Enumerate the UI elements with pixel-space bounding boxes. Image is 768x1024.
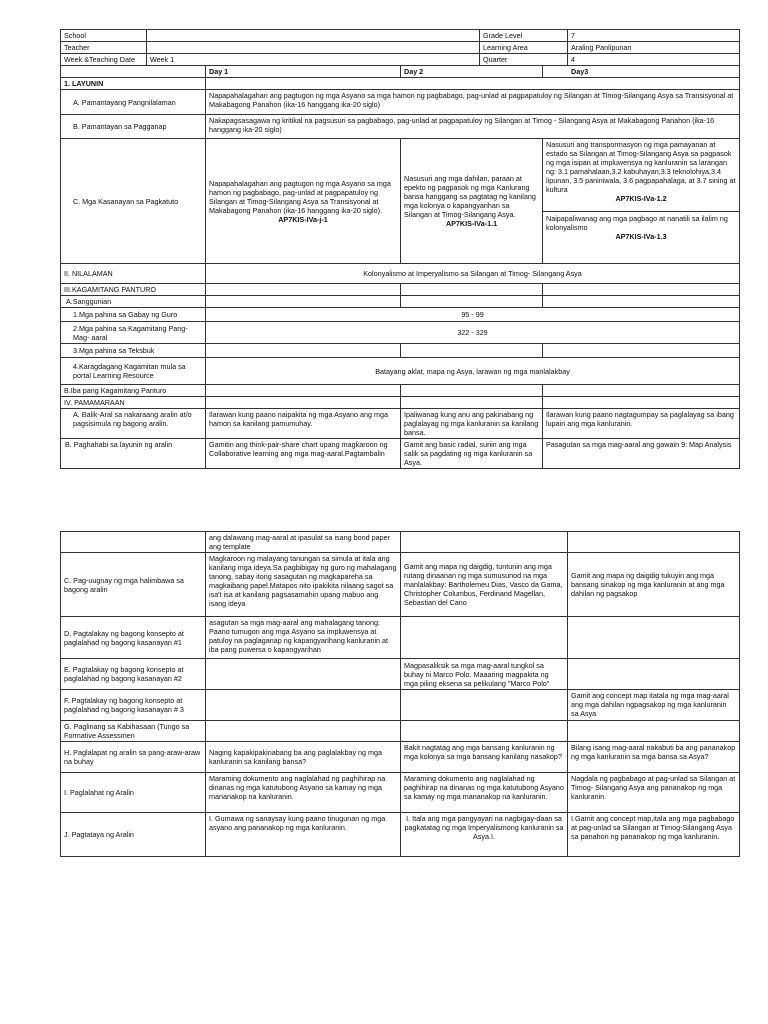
empty-cell	[543, 284, 740, 296]
kasanayan-day3-b-text: Naipapaliwanag ang mga pagbago at nanatili sa ilalim ng kolonyalismo	[546, 214, 728, 232]
paglalapat-label: H. Paglalapat ng aralin sa pang-araw-araw na buhay	[61, 742, 206, 773]
learning-area-value: Araling Panlipunan	[568, 42, 740, 54]
empty-cell	[401, 690, 568, 721]
pagtalakay-3-day3: Gamit ang concept map itatala ng mga mag-aaral ang mga dahilan ngpagsakop ng mga kanluranin sa Asya	[568, 690, 740, 721]
kasanayan-day3-b	[543, 211, 739, 241]
pag-uugnay-day1: Magkaroon ng malayang tanungan sa simula at itala ang kanilang mga ideya.Sa pagbibigay ng guro ng mahalagang tanong, sabay itong sasagutan ng magkapareha sa magkaibang papel.Matapos nito ipakikita nilaang sagot sa isa't isa at kanilang pagsasamahin upang mabuo ang isang ideya	[206, 553, 401, 617]
grade-level-value: 7	[568, 30, 740, 42]
empty-cell	[206, 659, 401, 690]
pamantayang-pangnilalaman-text: Napapahalagahan ang pagtugon ng mga Asyano sa mga hamon ng pagbabago, pag-unlad at pagpapatuloy ng Silangan at Timog-Silangang Asya sa Transisyonal at Makabagong Panahon (ika-16 hanggang ika-20 siglo)	[206, 90, 740, 115]
layunin-heading: 1. LAYUNIN	[61, 78, 206, 90]
empty-cell	[206, 397, 401, 409]
kasanayan-day2	[401, 139, 543, 264]
iba-pang-kagamitan-label: B.Iba pang Kagamitang Panturo	[61, 385, 206, 397]
paglalapat-day3: Bilang isang mag-aaral nakabuti ba ang pananakop ng mga kanluranin sa mga bansa sa Asya?	[568, 742, 740, 773]
pagtalakay-3-label: F. Pagtalakay ng bagong konsepto at paglalahad ng bagong kasanayan # 3	[61, 690, 206, 721]
day2-header: Day 2	[401, 66, 543, 78]
teksbuk-label: 3.Mga pahina sa Teksbuk	[61, 344, 206, 358]
paglalapat-day2: Bakit nagtatag ang mga bansang kanluranin ng mga kolonya sa mga bansang kanilang nasakop?	[401, 742, 568, 773]
paghahabi-label: B. Paghahabi sa layunin ng aralin	[61, 439, 206, 469]
gabay-guro-value: 95 - 99	[206, 308, 740, 322]
kasanayan-pagkatuto-label: C. Mga Kasanayan sa Pagkatuto	[61, 139, 206, 264]
paglalahat-day1: Maraming dokumento ang naglalahad ng paghihirap na dinanas ng mga katutubong Asyano sa kamay ng mga mananakop na kanluranin.	[206, 773, 401, 813]
week-label: Week &Teaching Date	[61, 54, 147, 66]
kasanayan-day3-a-text: Nasusuri ang transpormasyon ng mga pamayanan at estado sa Silangan at Timog-Silangang Asya sa pagpasok ng mga isipan at impluwensya ng kanluranin sa larangan ng: 3.1 pamahalaan,3.2 kabuhayan,3.3 teknolohiya,3.4 lipunan, 3.5 paniniwala, 3.6 pagpapahalaga, at 3.7 sining at kultura	[546, 140, 736, 194]
paglalahat-day3: Nagdala ng pagbabago at pag-unlad sa Silangan at Timog- Silangang Asya ang pananakop ng mga kanluranin.	[568, 773, 740, 813]
empty-cell	[206, 344, 401, 358]
empty-cell	[401, 721, 568, 742]
school-value	[147, 30, 480, 42]
continued-day1: ang dalawang mag-aaral at ipasulat sa isang bond paper ang template	[206, 532, 401, 553]
grade-level-label: Grade Level	[480, 30, 568, 42]
pagtataya-label: J. Pagtataya ng Aralin	[61, 813, 206, 857]
empty-cell	[568, 659, 740, 690]
pag-uugnay-day3: Gamit ang mapa ng daigdig tukuyin ang mga bansang sinakop ng mga kanluranin at ang mga dahilan ng pagsakop	[568, 553, 740, 617]
pagtalakay-2-label: E. Pagtalakay ng bagong konsepto at paglalahad ng bagong kasanayan #2	[61, 659, 206, 690]
kasanayan-day3-a	[546, 140, 736, 203]
empty-cell	[401, 532, 568, 553]
kagamitang-pang-mag-aaral-value: 322 - 329	[206, 322, 740, 344]
empty-cell	[401, 385, 543, 397]
pag-uugnay-day2: Gamit ang mapa ng daigdig, tuntunin ang mga rutang dinaanan ng mga sumusunod na mga manlalakbay: Bartholemeu Dias, Vasco da Gama, Christopher Columbus, Ferdinand Magellan, Sebastian del Cano	[401, 553, 568, 617]
empty-cell	[61, 532, 206, 553]
empty-cell	[568, 721, 740, 742]
empty-cell	[401, 284, 543, 296]
karagdagang-kagamitan-label: 4.Karagdagang Kagamitan mula sa portal Learning Resource	[61, 358, 206, 385]
paghahabi-day1: Gamitin ang think-pair-share chart upang magkaroon ng Collaborative learning ang mga mag-aaral.Pagtambalin	[206, 439, 401, 469]
paglalahat-day2: Maraming dokumento ang naglalahad ng paghihirap na dinanas ng mga katutubong Asyano sa kamay ng mga mananakop na kanluranin.	[401, 773, 568, 813]
empty-cell	[206, 385, 401, 397]
pagtataya-day3: I.Gamit ang concept map,itala ang mga pagbabago at pag-unlad sa Silangan at Timog-Silangang Asya sa panahon ng pananakop ng mga kanluranin.	[568, 813, 740, 857]
lesson-plan-table-page1	[60, 29, 740, 469]
quarter-value: 4	[568, 54, 740, 66]
paglalahat-label: I. Paglalahat ng Aralin	[61, 773, 206, 813]
nilalaman-text: Kolonyalismo at Imperyalismo sa Silangan at Timog- Silangang Asya	[206, 264, 740, 284]
paglalapat-day1: Naging kapakipakinabang ba ang paglalakbay ng mga kanluranin sa kanilang bansa?	[206, 742, 401, 773]
empty-cell	[543, 397, 740, 409]
paglinang-label: G. Paglinang sa Kabihasaan (Tungo sa Formative Assessmen	[61, 721, 206, 742]
empty-cell	[401, 344, 543, 358]
empty-cell	[401, 397, 543, 409]
pagtalakay-1-day1: asagutan sa mga mag-aaral ang mahalagang tanong: Paano tumugon ang mga Asyano sa impluwensya at patuloy na paglaganap ng kapangyarihang kanluranin at iba pang puwersa o kapangyarihan	[206, 617, 401, 659]
balik-aral-day2: Ipaliwanag kung anu ang pakinabang ng paglalayag ng mga kanluranin sa kanilang bansa.	[401, 409, 543, 439]
paghahabi-day2: Gamit ang basic radial, suriin ang mga salik sa pagdating ng mga kanluranin sa Asya.	[401, 439, 543, 469]
day3-header: Day3	[543, 66, 740, 78]
kagamitang-pang-mag-aaral-label: 2.Mga pahina sa Kagamitang Pang-Mag- aaral	[61, 322, 206, 344]
empty-cell	[206, 721, 401, 742]
empty-cell	[543, 296, 740, 308]
sanggunian-label: A.Sanggunian	[61, 296, 206, 308]
day1-header: Day 1	[206, 66, 401, 78]
quarter-label: Quarter	[480, 54, 568, 66]
pag-uugnay-label: C. Pag-uugnay ng mga halimbawa sa bagong aralin	[61, 553, 206, 617]
pagtalakay-1-label: D. Pagtalakay ng bagong konsepto at paglalahad ng bagong kasanayan #1	[61, 617, 206, 659]
kagamitan-heading: III.KAGAMITANG PANTURO	[61, 284, 206, 296]
week-value: Week 1	[147, 54, 480, 66]
gabay-guro-label: 1.Mga pahina sa Gabay ng Guro	[61, 308, 206, 322]
karagdagang-kagamitan-value: Batayang aklat, mapa ng Asya, larawan ng mga manlalakbay	[206, 358, 740, 385]
empty-cell	[206, 296, 401, 308]
day-header-empty	[61, 66, 206, 78]
teacher-label: Teacher	[61, 42, 147, 54]
layunin-empty	[206, 78, 740, 90]
paghahabi-day3: Pasagutan sa mga mag-aaral ang gawain 9: Map Analysis	[543, 439, 740, 469]
kasanayan-day1	[206, 139, 401, 264]
kasanayan-day2-text: Nasusuri ang mga dahilan, paraan at epekto ng pagpasok ng mga Kanlurang bansa hanggang sa pagtatag ng kanilang mga kolonya o kapangyarihan sa Silangan at Timog-Silangang Asya.	[404, 174, 536, 219]
pagtataya-day1: I. Gumawa ng sanaysay kung paano tinugunan ng mga asyano ang pananakop ng mga kanluranin.	[206, 813, 401, 857]
empty-cell	[401, 617, 568, 659]
kasanayan-day3-a-code: AP7KIS-IVa-1.2	[615, 194, 667, 203]
nilalaman-heading: II. NILALAMAN	[61, 264, 206, 284]
pamantayan-pagganap-text: Nakapagsasagawa ng kritikal na pagsusuri sa pagbabago, pag-unlad at pagpapatuloy ng Silangan at Timog - Silangang Asya at Makabagong Panahon (ika-16 hanggang ika-20 siglo)	[206, 115, 740, 139]
pagtataya-day2: I. Itala ang mga pangyayari na nagbigay-daan sa pagkatatag ng mga Imperyalismong kanluranin sa Asya.I.	[401, 813, 568, 857]
empty-cell	[401, 296, 543, 308]
balik-aral-day1: Ilarawan kung paano naipakita ng mga Asyano ang mga hamon sa kanilang pamumuhay.	[206, 409, 401, 439]
kasanayan-day2-code: AP7KIS-IVa-1.1	[445, 219, 498, 228]
teacher-value	[147, 42, 480, 54]
empty-cell	[568, 617, 740, 659]
lesson-plan-table-page2	[60, 531, 740, 857]
pamantayan-pagganap-label: B. Pamantayan sa Pagganap	[61, 115, 206, 139]
balik-aral-label: A. Balik-Aral sa nakaraang aralin at/o pagsisimula ng bagong aralin.	[61, 409, 206, 439]
pamamaraan-heading: IV. PAMAMARAAN	[61, 397, 206, 409]
pagtalakay-2-day2: Magpasaliksik sa mga mag-aaral tungkol sa buhay ni Marco Polo. Maaaring magpakita ng mga piling eksena sa pelikulang "Marco Polo"	[401, 659, 568, 690]
kasanayan-day1-text: Napapahalagahan ang pagtugon ng mga Asyano sa mga hamon ng pagbabago, pag-unlad at pagpapatuloy ng Silangan at Timog-Silangang Asya sa Transisyonal at Makabagong Panahon (ika-16 hanggang ika-20 siglo).	[209, 178, 391, 215]
school-label: School	[61, 30, 147, 42]
empty-cell	[206, 284, 401, 296]
empty-cell	[543, 344, 740, 358]
learning-area-label: Learning Area	[480, 42, 568, 54]
pamantayang-pangnilalaman-label: A. Pamantayang Pangnilalaman	[61, 90, 206, 115]
empty-cell	[543, 385, 740, 397]
empty-cell	[568, 532, 740, 553]
kasanayan-day3-b-code: AP7KIS-IVa-1.3	[615, 232, 667, 241]
kasanayan-day1-code: AP7KIS-IVa-j-1	[278, 214, 328, 224]
empty-cell	[206, 690, 401, 721]
kasanayan-day3	[543, 139, 740, 264]
balik-aral-day3: Ilarawan kung paano nagtagumpay sa paglalayag sa ibang lupain ang mga kanluranin.	[543, 409, 740, 439]
